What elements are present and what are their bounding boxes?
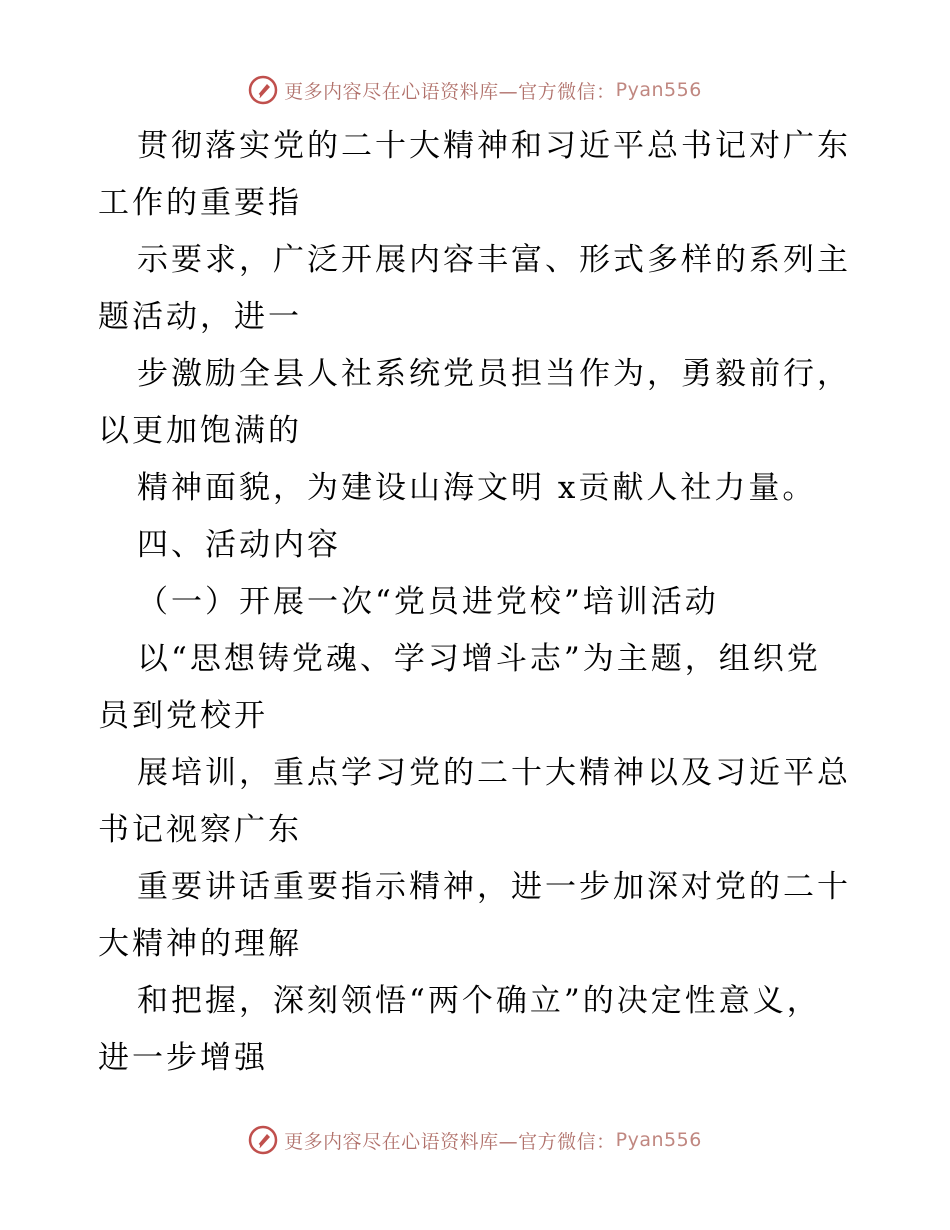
document-line: 和把握，深刻领悟“两个确立”的决定性意义， [137, 983, 821, 1019]
document-body [98, 118, 858, 1087]
watermark-wechat-id: Pyan556 [615, 1129, 702, 1151]
document-line: 展培训，重点学习党的二十大精神以及习近平总 [137, 755, 851, 791]
watermark-wechat-id: Pyan556 [615, 79, 702, 101]
document-line: 步激励全县人社系统党员担当作为，勇毅前行， [137, 356, 851, 392]
document-line: （一）开展一次“党员进党校”培训活动 [137, 584, 719, 620]
document-line: 工作的重要指 [98, 185, 302, 221]
document-line: 员到党校开 [98, 698, 268, 734]
document-line: 书记视察广东 [98, 812, 302, 848]
footer-watermark [0, 1120, 950, 1160]
document-line: 四、活动内容 [137, 527, 341, 563]
pen-nib-logo-icon [248, 75, 278, 105]
pen-nib-logo-icon [248, 1125, 278, 1155]
document-line: 以更加饱满的 [98, 413, 302, 449]
document-line: 题活动，进一 [98, 299, 302, 335]
document-line: 重要讲话重要指示精神，进一步加深对党的二十 [137, 869, 851, 905]
document-line: 精神面貌，为建设山海文明 x贡献人社力量。 [137, 470, 817, 506]
document-line: 贯彻落实党的二十大精神和习近平总书记对广东 [137, 128, 851, 164]
document-line: 进一步增强 [98, 1040, 268, 1076]
document-line: 大精神的理解 [98, 926, 302, 962]
document-line: 示要求，广泛开展内容丰富、形式多样的系列主 [137, 242, 851, 278]
document-line: 以“思想铸党魂、学习增斗志”为主题，组织党 [137, 641, 821, 677]
watermark-text: 更多内容尽在心语资料库—官方微信： [284, 1130, 616, 1153]
header-watermark [0, 70, 950, 110]
watermark-text: 更多内容尽在心语资料库—官方微信： [284, 80, 616, 103]
